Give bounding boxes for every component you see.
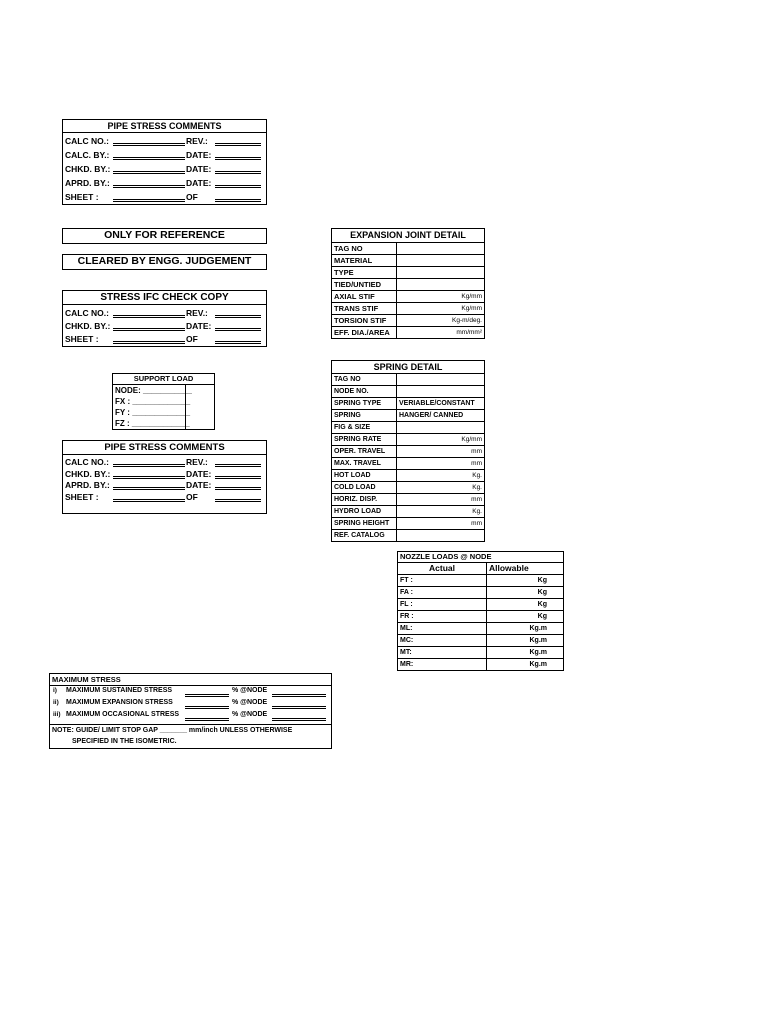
support-load-row: NODE: ___________ (115, 386, 192, 395)
spring-label: HORIZ. DISP. (332, 494, 397, 506)
spring-row (332, 518, 485, 530)
spring-value[interactable] (397, 386, 485, 398)
comment-label-left: CALC NO.: (65, 457, 109, 467)
support-load-box (112, 373, 215, 430)
comment-label-left: CALC. BY.: (65, 150, 110, 160)
comment-label-right: DATE: (186, 164, 212, 174)
pipe-stress-comments-title-1: PIPE STRESS COMMENTS (63, 120, 266, 133)
spring-label: HOT LOAD (332, 470, 397, 482)
pipe-stress-comments-box-1 (62, 119, 267, 205)
comment-blank-left[interactable] (113, 499, 185, 502)
max-stress-node-blank[interactable] (272, 718, 326, 721)
comment-label-right: DATE: (186, 480, 212, 490)
max-stress-node-blank[interactable] (272, 694, 326, 697)
comment-blank-left[interactable] (113, 315, 185, 318)
nozzle-label[interactable]: FR : (398, 611, 487, 623)
comment-blank-left[interactable] (113, 328, 185, 331)
comment-blank-right[interactable] (215, 199, 261, 202)
support-load-row: FY : _____________ (115, 408, 191, 417)
comment-label-right: REV.: (186, 457, 208, 467)
stress-ifc-title: STRESS IFC CHECK COPY (63, 291, 266, 305)
comment-label-left: CALC NO.: (65, 136, 109, 146)
support-load-title: SUPPORT LOAD (113, 374, 214, 385)
max-stress-label: MAXIMUM EXPANSION STRESS (66, 699, 173, 706)
comment-blank-left[interactable] (113, 185, 185, 188)
comment-label-left: APRD. BY.: (65, 480, 110, 490)
comment-blank-left[interactable] (113, 476, 185, 479)
max-stress-value-blank[interactable] (185, 706, 229, 709)
max-stress-value-blank[interactable] (185, 694, 229, 697)
expansion-joint-label: TYPE (332, 267, 397, 279)
spring-row (332, 470, 485, 482)
spring-label: SPRING RATE (332, 434, 397, 446)
spring-value[interactable]: mm (397, 494, 485, 506)
expansion-joint-value[interactable]: Kg-m/deg. (397, 315, 485, 327)
max-stress-note-line2: SPECIFIED IN THE ISOMETRIC. (72, 738, 177, 745)
comment-blank-left[interactable] (113, 157, 185, 160)
nozzle-unit[interactable]: Kg (487, 587, 564, 599)
comment-label-right: OF (186, 491, 198, 502)
max-stress-label: MAXIMUM SUSTAINED STRESS (66, 687, 173, 694)
nozzle-unit[interactable]: Kg (487, 599, 564, 611)
spring-value[interactable]: HANGER/ CANNED (397, 410, 485, 422)
spring-row (332, 494, 485, 506)
nozzle-label[interactable]: ML: (398, 623, 487, 635)
spring-row (332, 458, 485, 470)
expansion-joint-value[interactable]: mm/mm² (397, 327, 485, 339)
spring-label: COLD LOAD (332, 482, 397, 494)
nozzle-label[interactable]: MC: (398, 635, 487, 647)
spring-value[interactable]: mm (397, 446, 485, 458)
expansion-joint-label: TAG NO (332, 243, 397, 255)
spring-value[interactable] (397, 530, 485, 542)
nozzle-unit[interactable]: Kg (487, 611, 564, 623)
comment-blank-right[interactable] (215, 171, 261, 174)
nozzle-unit[interactable]: Kg (487, 575, 564, 587)
spring-value[interactable]: VERIABLE/CONSTANT (397, 398, 485, 410)
comment-blank-left[interactable] (113, 341, 185, 344)
spring-value[interactable]: mm (397, 518, 485, 530)
spring-label: REF. CATALOG (332, 530, 397, 542)
comment-blank-right[interactable] (215, 157, 261, 160)
max-stress-node: % @NODE (232, 699, 268, 706)
comment-label-left: APRD. BY.: (65, 178, 110, 188)
comment-label-right: DATE: (186, 321, 212, 331)
nozzle-col-allowable: Allowable (487, 563, 564, 575)
spring-row (332, 374, 485, 386)
comment-label-left: SHEET : (65, 334, 99, 344)
spring-row (332, 434, 485, 446)
spring-value[interactable]: Kg. (397, 482, 485, 494)
spring-label: HYDRO LOAD (332, 506, 397, 518)
nozzle-label[interactable]: FT : (398, 575, 487, 587)
comment-label-left: CALC NO.: (65, 308, 109, 318)
nozzle-label[interactable]: FL : (398, 599, 487, 611)
expansion-joint-value[interactable]: Kg/mm (397, 291, 485, 303)
max-stress-node-blank[interactable] (272, 706, 326, 709)
expansion-joint-row (332, 291, 485, 303)
comment-blank-right[interactable] (215, 499, 261, 502)
comment-blank-right[interactable] (215, 341, 261, 344)
support-load-row: FX : _____________ (115, 397, 191, 406)
max-stress-node: % @NODE (232, 687, 268, 694)
comment-label-left: CHKD. BY.: (65, 321, 111, 331)
expansion-joint-row (332, 267, 485, 279)
expansion-joint-row (332, 243, 485, 255)
expansion-joint-label: AXIAL STIF (332, 291, 397, 303)
comment-blank-right[interactable] (215, 185, 261, 188)
nozzle-row (398, 659, 564, 671)
expansion-joint-label: MATERIAL (332, 255, 397, 267)
pipe-stress-comments-box-2 (62, 440, 267, 514)
spring-value[interactable]: Kg. (397, 470, 485, 482)
expansion-joint-label: EFF. DIA./AREA (332, 327, 397, 339)
nozzle-row (398, 575, 564, 587)
comment-blank-right[interactable] (215, 464, 261, 467)
nozzle-loads-table (397, 551, 564, 671)
comment-label-right: REV.: (186, 308, 208, 318)
expansion-joint-label: TORSION STIF (332, 315, 397, 327)
expansion-joint-value[interactable] (397, 243, 485, 255)
spring-row (332, 530, 485, 542)
comment-label-right: OF (186, 192, 198, 202)
spring-value[interactable] (397, 422, 485, 434)
spring-label: SPRING TYPE (332, 398, 397, 410)
nozzle-unit[interactable]: Kg.m (487, 647, 564, 659)
expansion-joint-value[interactable] (397, 267, 485, 279)
nozzle-label[interactable]: MR: (398, 659, 487, 671)
expansion-joint-value[interactable] (397, 255, 485, 267)
expansion-joint-row (332, 303, 485, 315)
comment-blank-right[interactable] (215, 143, 261, 146)
spring-label: SPRING (332, 410, 397, 422)
max-stress-num: ii) (53, 699, 59, 706)
spring-label: OPER. TRAVEL (332, 446, 397, 458)
nozzle-row (398, 587, 564, 599)
expansion-joint-value[interactable]: Kg/mm (397, 303, 485, 315)
comment-blank-right[interactable] (215, 315, 261, 318)
comment-blank-left[interactable] (113, 199, 185, 202)
spring-row (332, 506, 485, 518)
spring-label: TAG NO (332, 374, 397, 386)
maximum-stress-box (49, 673, 332, 749)
cleared-by-engg-banner: CLEARED BY ENGG. JUDGEMENT (62, 254, 267, 270)
only-for-reference-banner: ONLY FOR REFERENCE (62, 228, 267, 244)
nozzle-row (398, 623, 564, 635)
comment-label-right: OF (186, 334, 198, 344)
expansion-joint-label: TIED/UNTIED (332, 279, 397, 291)
comment-blank-left[interactable] (113, 143, 185, 146)
expansion-joint-title: EXPANSION JOINT DETAIL (332, 229, 485, 243)
spring-value[interactable]: Kg/mm (397, 434, 485, 446)
spring-row (332, 386, 485, 398)
nozzle-col-actual: Actual (398, 563, 487, 575)
comment-label-right: DATE: (186, 178, 212, 188)
spring-row (332, 398, 485, 410)
expansion-joint-label: TRANS STIF (332, 303, 397, 315)
comment-blank-left[interactable] (113, 487, 185, 490)
pipe-stress-comments-title-2: PIPE STRESS COMMENTS (63, 441, 266, 455)
stress-ifc-check-copy-box (62, 290, 267, 347)
spring-detail-table (331, 360, 485, 542)
spring-detail-title: SPRING DETAIL (332, 361, 485, 374)
nozzle-unit[interactable]: Kg.m (487, 659, 564, 671)
nozzle-row (398, 599, 564, 611)
nozzle-label[interactable]: FA : (398, 587, 487, 599)
spring-label: NODE NO. (332, 386, 397, 398)
comment-label-left: CHKD. BY.: (65, 164, 111, 174)
expansion-joint-row (332, 279, 485, 291)
comment-blank-right[interactable] (215, 487, 261, 490)
comment-label-right: REV.: (186, 136, 208, 146)
spring-row (332, 446, 485, 458)
comment-label-left: CHKD. BY.: (65, 468, 111, 479)
nozzle-row (398, 647, 564, 659)
expansion-joint-row (332, 315, 485, 327)
max-stress-num: i) (53, 687, 57, 694)
nozzle-row (398, 611, 564, 623)
maximum-stress-title: MAXIMUM STRESS (50, 674, 331, 686)
max-stress-value-blank[interactable] (185, 718, 229, 721)
comment-blank-right[interactable] (215, 476, 261, 479)
max-stress-note-line1: NOTE: GUIDE/ LIMIT STOP GAP _______ mm/inch UNLESS OTHERWISE (52, 727, 293, 734)
spring-value[interactable]: Kg. (397, 506, 485, 518)
expansion-joint-row (332, 255, 485, 267)
comment-blank-left[interactable] (113, 171, 185, 174)
spring-row (332, 410, 485, 422)
comment-label-left: SHEET : (65, 491, 99, 502)
comment-blank-left[interactable] (113, 464, 185, 467)
comment-label-right: DATE: (186, 468, 212, 479)
spring-label: FIG & SIZE (332, 422, 397, 434)
expansion-joint-value[interactable] (397, 279, 485, 291)
comment-blank-right[interactable] (215, 328, 261, 331)
expansion-joint-detail-table (331, 228, 485, 339)
spring-row (332, 422, 485, 434)
spring-label: SPRING HEIGHT (332, 518, 397, 530)
spring-value[interactable] (397, 374, 485, 386)
expansion-joint-row (332, 327, 485, 339)
nozzle-row (398, 635, 564, 647)
support-load-row: FZ : _____________ (115, 419, 190, 428)
nozzle-unit[interactable]: Kg.m (487, 623, 564, 635)
spring-value[interactable]: mm (397, 458, 485, 470)
nozzle-loads-title: NOZZLE LOADS @ NODE (398, 552, 564, 563)
max-stress-label: MAXIMUM OCCASIONAL STRESS (66, 711, 180, 718)
max-stress-node: % @NODE (232, 711, 268, 718)
comment-label-right: DATE: (186, 150, 212, 160)
comment-label-left: SHEET : (65, 192, 99, 202)
max-stress-num: iii) (53, 711, 61, 718)
spring-label: MAX. TRAVEL (332, 458, 397, 470)
spring-row (332, 482, 485, 494)
nozzle-label[interactable]: MT: (398, 647, 487, 659)
nozzle-unit[interactable]: Kg.m (487, 635, 564, 647)
